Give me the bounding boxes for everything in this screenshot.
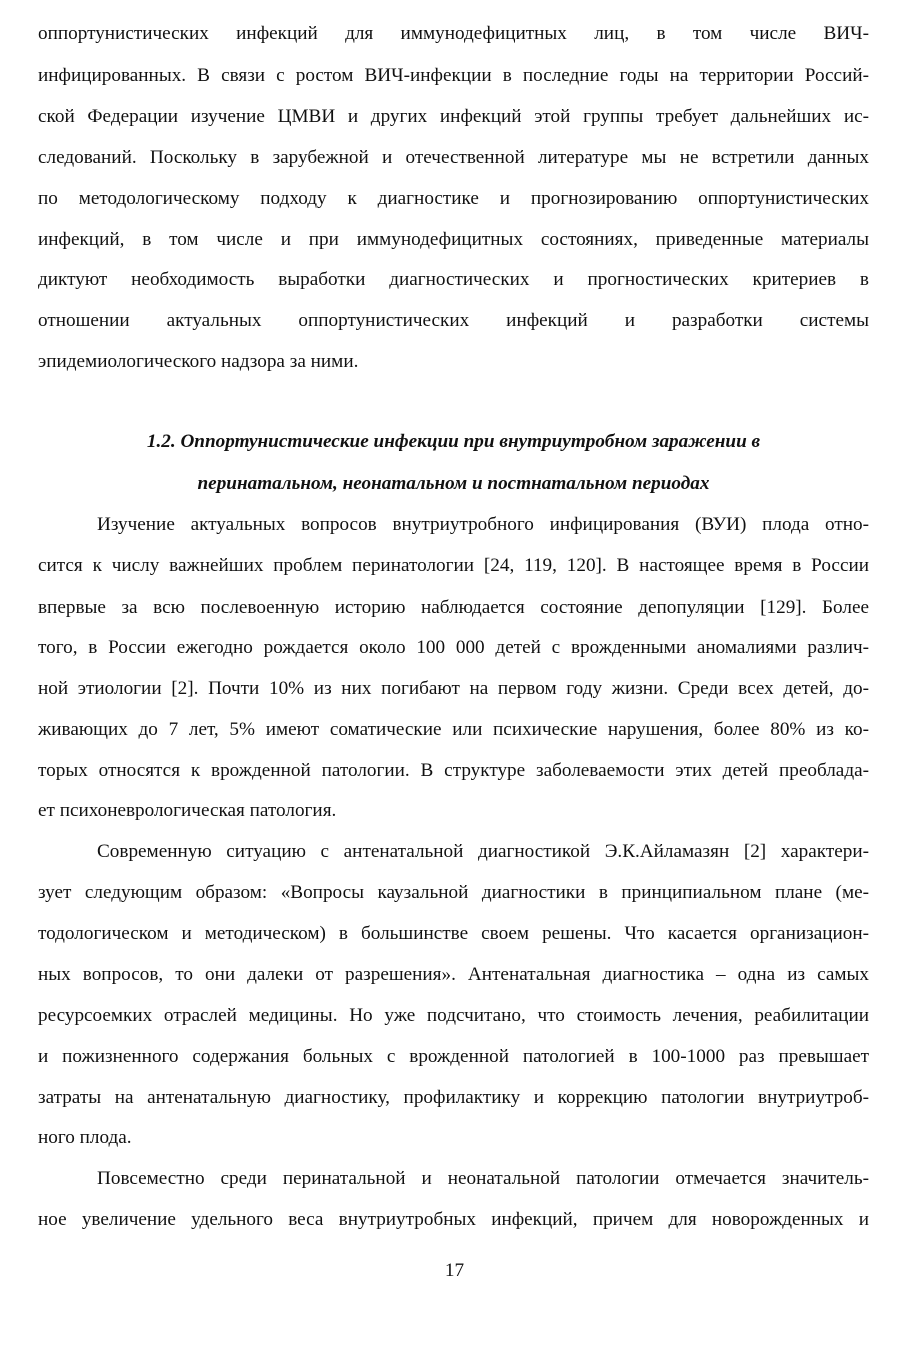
text-line: впервые за всю послевоенную историю наблюдается состояние депопуляции [129]. Более bbox=[38, 597, 869, 618]
text-line: Современную ситуацию с антенатальной диагностикой Э.К.Айламазян [2] характери- bbox=[97, 841, 869, 862]
text-line: эпидемиологического надзора за ними. bbox=[38, 351, 359, 372]
text-line: Повсеместно среди перинатальной и неонатальной патологии отмечается значитель- bbox=[97, 1168, 869, 1189]
text-line: затраты на антенатальную диагностику, профилактику и коррекцию патологии внутриутроб- bbox=[38, 1087, 869, 1108]
text-line: отношении актуальных оппортунистических инфекций и разработки системы bbox=[38, 310, 869, 331]
text-line: того, в России ежегодно рождается около 100 000 детей с врожденными аномалиями различ- bbox=[38, 637, 869, 658]
text-line: ное увеличение удельного веса внутриутробных инфекций, причем для новорожденных и bbox=[38, 1209, 869, 1230]
text-line: оппортунистических инфекций для иммунодефицитных лиц, в том числе ВИЧ- bbox=[38, 23, 869, 44]
text-line: ет психоневрологическая патология. bbox=[38, 800, 337, 821]
text-line: Изучение актуальных вопросов внутриутробного инфицирования (ВУИ) плода отно- bbox=[97, 514, 869, 535]
page-number: 17 bbox=[444, 1260, 465, 1281]
text-line: инфекций, в том числе и при иммунодефицитных состояниях, приведенные материалы bbox=[38, 229, 869, 250]
section-heading-line: перинатальном, неонатальном и постнатальном периодах bbox=[197, 473, 710, 494]
text-line: диктуют необходимость выработки диагностических и прогностических критериев в bbox=[38, 269, 869, 290]
text-line: живающих до 7 лет, 5% имеют соматические или психические нарушения, более 80% из ко- bbox=[38, 719, 869, 740]
text-line: и пожизненного содержания больных с врожденной патологией в 100-1000 раз превышает bbox=[38, 1046, 869, 1067]
text-line: следований. Поскольку в зарубежной и отечественной литературе мы не встретили данных bbox=[38, 147, 869, 168]
text-line: по методологическому подходу к диагностике и прогнозированию оппортунистических bbox=[38, 188, 869, 209]
section-heading-line: 1.2. Оппортунистические инфекции при внутриутробном заражении в bbox=[146, 431, 761, 452]
text-line: тодологическом и методическом) в большинстве своем решены. Что касается организацион- bbox=[38, 923, 869, 944]
text-line: ного плода. bbox=[38, 1127, 132, 1148]
text-line: инфицированных. В связи с ростом ВИЧ-инфекции в последние годы на территории Россий- bbox=[38, 65, 869, 86]
text-line: сится к числу важнейших проблем перинатологии [24, 119, 120]. В настоящее время в России bbox=[38, 555, 869, 576]
text-line: ской Федерации изучение ЦМВИ и других инфекций этой группы требует дальнейших ис- bbox=[38, 106, 869, 127]
text-line: ресурсоемких отраслей медицины. Но уже подсчитано, что стоимость лечения, реабилитации bbox=[38, 1005, 869, 1026]
text-line: торых относятся к врожденной патологии. В структуре заболеваемости этих детей преоблада- bbox=[38, 760, 869, 781]
text-line: ных вопросов, то они далеки от разрешения». Антенатальная диагностика – одна из самых bbox=[38, 964, 869, 985]
text-line: зует следующим образом: «Вопросы каузальной диагностики в принципиальном плане (ме- bbox=[38, 882, 869, 903]
text-line: ной этиологии [2]. Почти 10% из них погибают на первом году жизни. Среди всех детей, до- bbox=[38, 678, 869, 699]
